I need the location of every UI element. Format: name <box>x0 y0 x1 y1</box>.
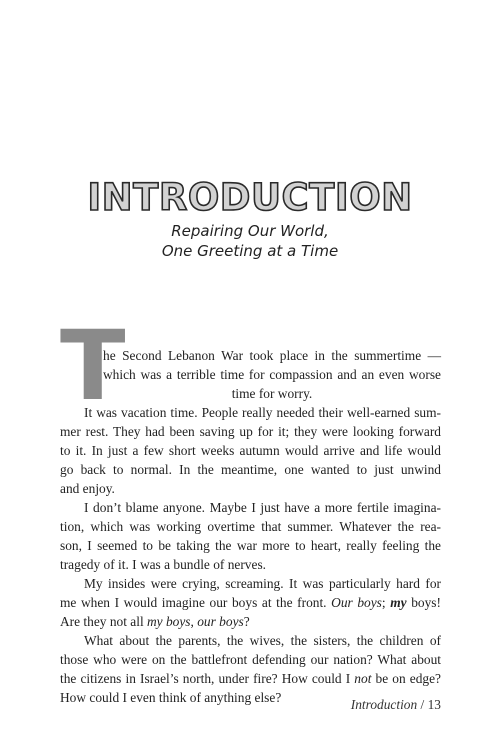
body-line: he Second Lebanon War took place in the summertime — <box>103 348 441 363</box>
body-line: It was vacation time. People really needed their well-earned sum- <box>84 405 441 420</box>
chapter-subtitle-line-1: Repairing Our World, <box>171 222 329 240</box>
body-line: son, I seemed to be taking the war more to heart, really feeling the <box>60 538 441 553</box>
page-footer <box>351 697 441 713</box>
body-line: tion, which was working overtime that summer. Whatever the rea- <box>60 519 441 534</box>
body-line <box>60 612 250 631</box>
body-line: those who were on the battlefront defending our nation? What about <box>60 652 441 667</box>
text-run: ? <box>243 614 250 629</box>
body-line: go back to normal. In the meantime, one wanted to just unwind <box>60 462 441 477</box>
chapter-title: INTRODUCTION <box>87 176 413 219</box>
emphasis-text: Our boys <box>331 595 382 610</box>
emphasis-text: my boys <box>147 614 191 629</box>
text-run: be on edge? <box>371 671 441 686</box>
page-number: 13 <box>427 697 441 712</box>
body-line <box>60 593 441 612</box>
body-line: time for worry. <box>231 386 313 401</box>
body-line: How could I even think of anything else? <box>60 690 282 705</box>
footer-separator: / <box>417 697 428 712</box>
text-run: Are they not all <box>60 614 148 629</box>
strong-emphasis-text: my <box>390 595 407 610</box>
body-line: I don’t blame anyone. Maybe I just have a more fertile imagina- <box>84 500 441 515</box>
body-line: tragedy of it. I was a bundle of nerves. <box>60 557 266 572</box>
chapter-subtitle-line-2: One Greeting at a Time <box>161 242 339 260</box>
text-run: me when I would imagine our boys at the front. <box>60 595 332 610</box>
text-run: boys! <box>406 595 441 610</box>
text-run: the citizens in Israel’s north, under fire? How could I <box>60 671 355 686</box>
body-line <box>60 669 441 688</box>
drop-cap: T <box>60 310 126 422</box>
body-line: and enjoy. <box>60 481 115 496</box>
body-line: to it. In just a few short weeks autumn would arrive and life would <box>60 443 441 458</box>
body-line: mer rest. They had been saving up for it; they were looking forward <box>60 424 441 439</box>
emphasis-text: our boys <box>197 614 244 629</box>
text-run: ; <box>381 595 391 610</box>
emphasis-text: not <box>354 671 372 686</box>
body-line: which was a terrible time for compassion and an even worse <box>103 367 441 382</box>
body-line: My insides were crying, screaming. It was particularly hard for <box>84 576 441 591</box>
running-footer-section: Introduction <box>350 697 418 712</box>
body-line: What about the parents, the wives, the sisters, the children of <box>84 633 441 648</box>
text-run: , <box>190 614 198 629</box>
